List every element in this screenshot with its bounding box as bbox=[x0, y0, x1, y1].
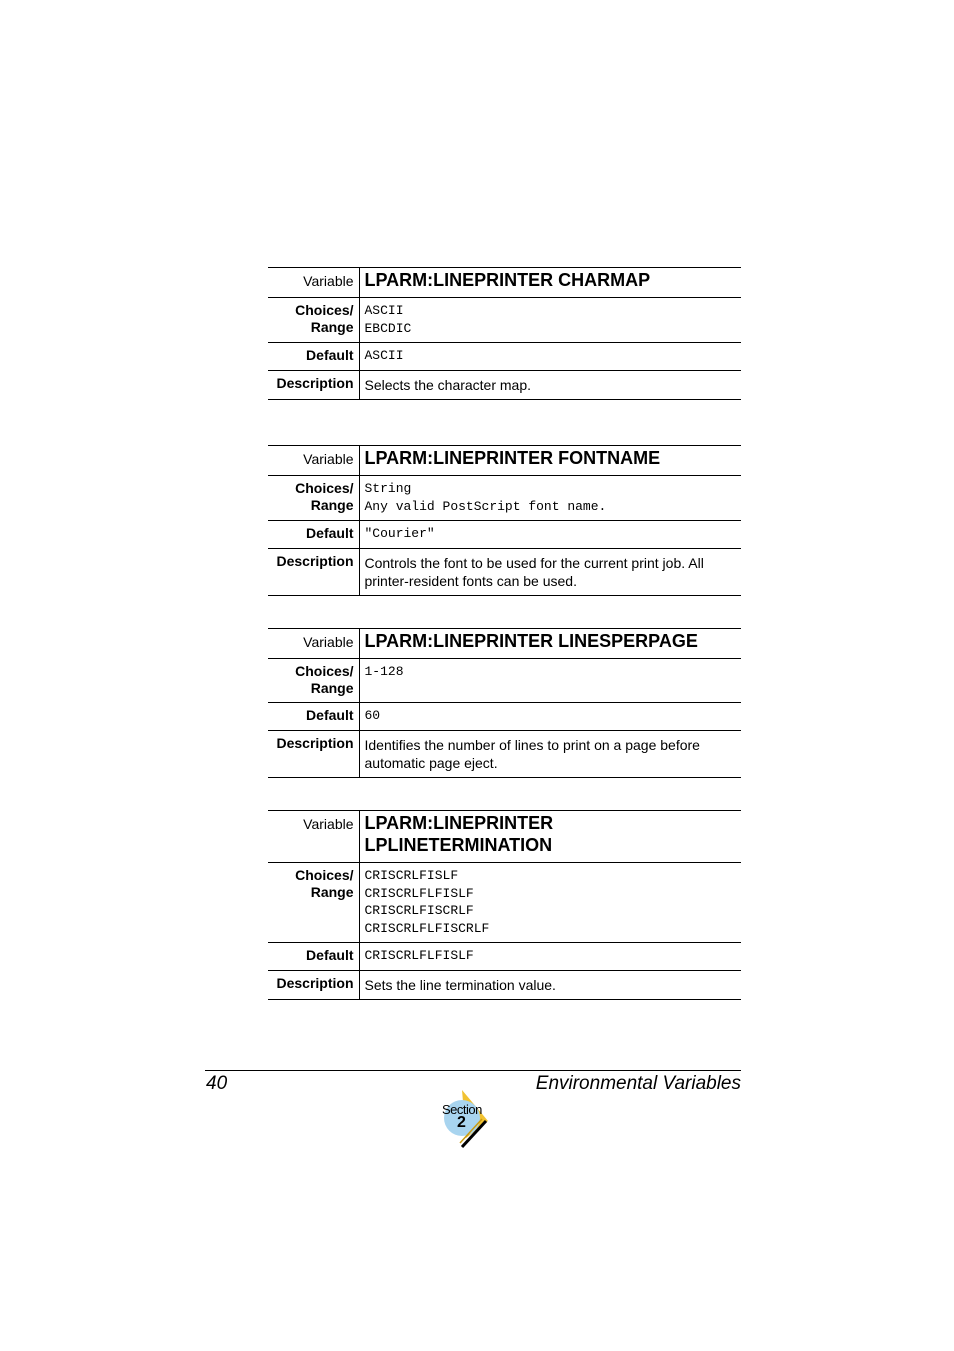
default-value: "Courier" bbox=[364, 526, 435, 541]
choice-item: Any valid PostScript font name. bbox=[364, 498, 607, 514]
choice-item: CRISCRLFISCRLF bbox=[364, 903, 474, 918]
description-label: Description bbox=[268, 370, 359, 399]
variable-table-lplinetermination bbox=[268, 810, 741, 1000]
choices-row bbox=[268, 476, 741, 521]
default-label: Default bbox=[268, 343, 359, 371]
choice-item: CRISCRLFISLF bbox=[364, 868, 459, 883]
choice-item: 1-128 bbox=[364, 664, 404, 679]
choices-row bbox=[268, 298, 741, 343]
footer-divider bbox=[205, 1070, 741, 1071]
variable-row bbox=[268, 446, 741, 476]
variable-row bbox=[268, 811, 741, 863]
default-value: ASCII bbox=[364, 348, 404, 363]
choices-label: Choices/ Range bbox=[268, 298, 359, 343]
default-label: Default bbox=[268, 703, 359, 731]
description-text: Identifies the number of lines to print on a page before automatic page eject. bbox=[364, 736, 700, 771]
choice-item: CRISCRLFLFISLF bbox=[364, 885, 474, 901]
default-value: CRISCRLFLFISLF bbox=[364, 948, 474, 963]
variable-name: LPARM:LINEPRINTER FONTNAME bbox=[364, 448, 661, 468]
variable-table-fontname bbox=[268, 445, 741, 596]
choices-label: Choices/ Range bbox=[268, 659, 359, 703]
variable-label: Variable bbox=[268, 629, 359, 659]
variable-label: Variable bbox=[268, 268, 359, 298]
variable-label: Variable bbox=[268, 446, 359, 476]
description-row bbox=[268, 548, 741, 595]
description-label: Description bbox=[268, 548, 359, 595]
description-row bbox=[268, 730, 741, 777]
description-label: Description bbox=[268, 730, 359, 777]
variable-table-charmap bbox=[268, 267, 741, 400]
description-text: Controls the font to be used for the current print job. All printer-resident fonts can be used. bbox=[364, 554, 704, 589]
choices-row bbox=[268, 863, 741, 943]
choices-list bbox=[359, 659, 741, 703]
variable-row bbox=[268, 629, 741, 659]
variable-table-linesperpage bbox=[268, 628, 741, 778]
variable-row bbox=[268, 268, 741, 298]
variable-label: Variable bbox=[268, 811, 359, 863]
choices-list bbox=[359, 298, 741, 343]
variable-name: LPARM:LINEPRINTER LPLINETERMINATION bbox=[364, 813, 554, 855]
choices-list bbox=[359, 863, 741, 943]
choices-label: Choices/ Range bbox=[268, 476, 359, 521]
default-row bbox=[268, 343, 741, 371]
description-label: Description bbox=[268, 970, 359, 999]
description-row bbox=[268, 970, 741, 999]
default-label: Default bbox=[268, 943, 359, 971]
description-text: Selects the character map. bbox=[364, 376, 532, 393]
choice-item: EBCDIC bbox=[364, 320, 412, 336]
section-badge-word: Section bbox=[442, 1102, 482, 1117]
variable-name: LPARM:LINEPRINTER CHARMAP bbox=[364, 270, 651, 290]
default-row bbox=[268, 521, 741, 549]
variable-name: LPARM:LINEPRINTER LINESPERPAGE bbox=[364, 631, 698, 651]
page-number: 40 bbox=[206, 1073, 228, 1094]
description-text: Sets the line termination value. bbox=[364, 976, 556, 993]
default-label: Default bbox=[268, 521, 359, 549]
choices-row bbox=[268, 659, 741, 703]
description-row bbox=[268, 370, 741, 399]
section-badge bbox=[438, 1088, 492, 1150]
default-row bbox=[268, 703, 741, 731]
choices-list bbox=[359, 476, 741, 521]
choice-item: CRISCRLFLFISCRLF bbox=[364, 920, 490, 936]
default-row bbox=[268, 943, 741, 971]
choices-label: Choices/ Range bbox=[268, 863, 359, 943]
choice-item: String bbox=[364, 481, 412, 496]
section-badge-number: 2 bbox=[457, 1114, 466, 1131]
footer-title: Environmental Variables bbox=[535, 1073, 741, 1094]
choice-item: ASCII bbox=[364, 303, 404, 318]
default-value: 60 bbox=[364, 708, 381, 723]
